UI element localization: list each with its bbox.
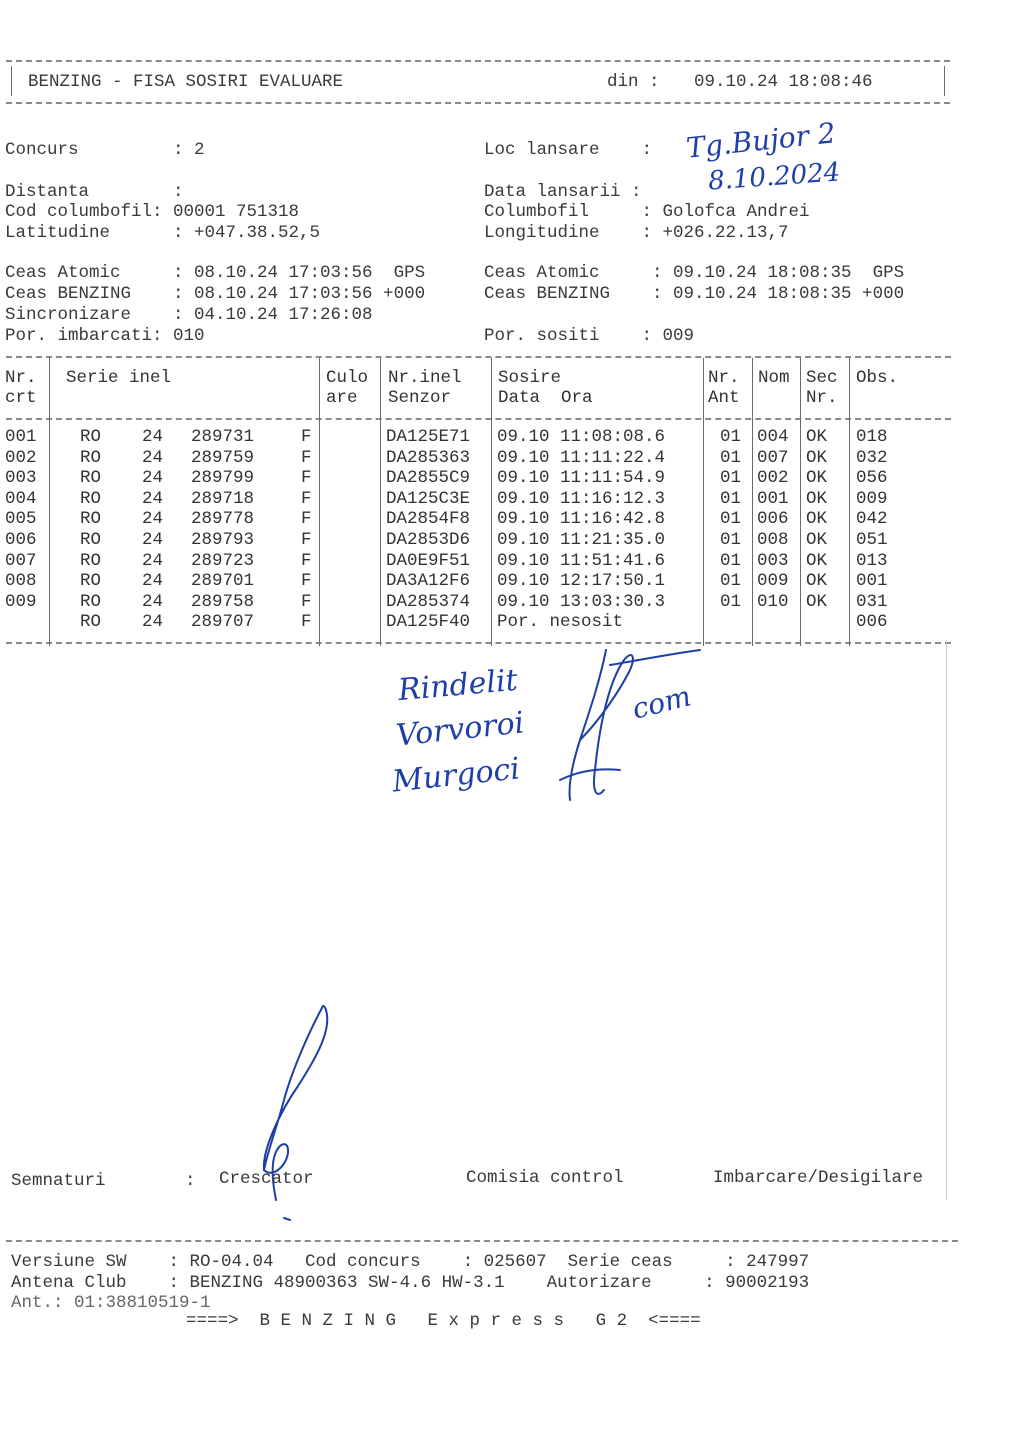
col-nom-header: Nom (758, 368, 790, 388)
cell-senzor: DA2855C9 (386, 468, 471, 489)
cell-obs: 013 (856, 550, 888, 571)
cell-senzor: DA2853D6 (386, 530, 471, 550)
concurs-line: Concurs : 2 (5, 140, 205, 160)
cell-nom: 010 (757, 591, 789, 612)
col-sosire-header-2: Data Ora (498, 388, 593, 408)
col-divider (491, 358, 492, 646)
cell-sex: F (301, 427, 312, 447)
cell-nr: 002 (5, 447, 37, 468)
cell-sex: F (301, 530, 312, 550)
col-nr-header: Nr. (5, 368, 37, 388)
cell-sex: F (301, 488, 312, 509)
report-title: BENZING - FISA SOSIRI EVALUARE (28, 72, 344, 92)
cell-inel: 289701 (191, 571, 255, 592)
cell-an: 24 (142, 612, 164, 633)
cell-an: 24 (142, 427, 164, 447)
cell-senzor: DA2854F8 (386, 509, 471, 530)
antena-line: Antena Club : BENZING 48900363 SW-4.6 HW-3.1 Autorizare : 90002193 (11, 1273, 810, 1293)
cell-inel: 289718 (191, 488, 255, 509)
col-nr-header-2: crt (5, 388, 37, 408)
cell-nom: 009 (757, 571, 789, 592)
cell-tara: RO (80, 571, 102, 592)
cell-sosire: 09.10 11:11:54.9 (497, 468, 666, 489)
latitudine-line: Latitudine : +047.38.52,5 (5, 223, 321, 243)
cell-sosire: Por. nesosit (497, 612, 624, 633)
footer-rule (6, 1240, 958, 1242)
cell-an: 24 (142, 509, 164, 530)
columbofil-line: Columbofil : Golofca Andrei (484, 202, 810, 222)
cell-ant: 01 (720, 530, 742, 550)
table-top-rule (6, 356, 951, 358)
data-lansarii-line: Data lansarii : (484, 182, 642, 202)
cell-nom: 006 (757, 509, 789, 530)
col-culoare-header: Culo (326, 368, 369, 388)
cell-obs: 056 (856, 468, 888, 489)
cell-obs: 001 (856, 571, 888, 592)
sincronizare-line: Sincronizare : 04.10.24 17:26:08 (5, 305, 373, 325)
col-divider (849, 358, 850, 646)
cell-sec: OK (806, 530, 828, 550)
col-culoare-header-2: are (326, 388, 358, 408)
cell-sex: F (301, 612, 312, 633)
benzing-express-banner: ====> B E N Z I N G E x p r e s s G 2 <==== (186, 1311, 701, 1331)
handwritten-data-lansarii: 8.10.2024 (707, 157, 842, 197)
cell-ant: 01 (720, 571, 742, 592)
cell-sosire: 09.10 11:21:35.0 (497, 530, 666, 550)
cell-ant: 01 (720, 591, 742, 612)
cell-sec: OK (806, 447, 828, 468)
cell-inel: 289723 (191, 550, 255, 571)
cell-tara: RO (80, 612, 102, 633)
cell-senzor: DA125F40 (386, 612, 471, 633)
cell-tara: RO (80, 530, 102, 550)
cell-sosire: 09.10 11:16:12.3 (497, 488, 666, 509)
cell-obs: 032 (856, 447, 888, 468)
header-left-border (11, 66, 12, 96)
cell-inel: 289793 (191, 530, 255, 550)
crescator-label: Crescator (219, 1169, 314, 1189)
cell-senzor: DA3A12F6 (386, 571, 471, 592)
cell-nom: 001 (757, 488, 789, 509)
cell-an: 24 (142, 571, 164, 592)
cell-senzor: DA125E71 (386, 427, 471, 447)
cell-sex: F (301, 468, 312, 489)
table-header-rule (6, 418, 951, 420)
report-datetime: 09.10.24 18:08:46 (694, 72, 873, 92)
cell-ant: 01 (720, 447, 742, 468)
cell-sec: OK (806, 509, 828, 530)
cell-obs: 009 (856, 488, 888, 509)
cell-tara: RO (80, 447, 102, 468)
cell-ant: 01 (720, 550, 742, 571)
cell-senzor: DA285374 (386, 591, 471, 612)
header-top-rule (6, 60, 950, 62)
cell-nom: 008 (757, 530, 789, 550)
cell-ant: 01 (720, 427, 742, 447)
cell-tara: RO (80, 550, 102, 571)
cell-sosire: 09.10 11:16:42.8 (497, 509, 666, 530)
cell-sec: OK (806, 571, 828, 592)
cell-sec: OK (806, 468, 828, 489)
cell-tara: RO (80, 427, 102, 447)
ceas-atomic-right: Ceas Atomic : 09.10.24 18:08:35 GPS (484, 263, 905, 283)
col-ant-header-2: Ant (708, 388, 740, 408)
header-bottom-rule (6, 102, 950, 104)
cell-an: 24 (142, 468, 164, 489)
cell-sec: OK (806, 427, 828, 447)
cell-nr: 001 (5, 427, 37, 447)
ant-line: Ant.: 01:38810519-1 (11, 1293, 211, 1313)
cell-an: 24 (142, 447, 164, 468)
din-label: din : (607, 72, 660, 92)
col-nrinel-header-2: Senzor (388, 388, 452, 408)
cell-nr: 006 (5, 530, 37, 550)
cell-nr: 005 (5, 509, 37, 530)
col-divider (319, 358, 320, 646)
cell-nr: 009 (5, 591, 37, 612)
col-sec-header: Sec (806, 368, 838, 388)
loc-lansare-line: Loc lansare : (484, 140, 653, 160)
cell-an: 24 (142, 488, 164, 509)
cell-sex: F (301, 571, 312, 592)
cell-nr: 004 (5, 488, 37, 509)
por-sositi-line: Por. sositi : 009 (484, 326, 695, 346)
header-right-border (944, 66, 945, 96)
col-divider (380, 358, 381, 646)
cell-nr: 003 (5, 468, 37, 489)
cod-columbofil-line: Cod columbofil: 00001 751318 (5, 202, 300, 222)
cell-nr: 008 (5, 571, 37, 592)
handwritten-com: com (628, 679, 695, 726)
cell-nom: 003 (757, 550, 789, 571)
cell-tara: RO (80, 468, 102, 489)
cell-nom: 002 (757, 468, 789, 489)
cell-sex: F (301, 447, 312, 468)
imbarcare-label: Imbarcare/Desigilare (713, 1168, 924, 1188)
col-divider (800, 358, 801, 646)
col-ant-header: Nr. (708, 368, 740, 388)
cell-ant: 01 (720, 488, 742, 509)
cell-tara: RO (80, 509, 102, 530)
col-divider (752, 358, 753, 646)
ceas-benzing-left: Ceas BENZING : 08.10.24 17:03:56 +000 (5, 284, 426, 304)
cell-inel: 289731 (191, 427, 255, 447)
versiune-line: Versiune SW : RO-04.04 Cod concurs : 025607 Serie ceas : 247997 (11, 1252, 810, 1272)
cell-nr: 007 (5, 550, 37, 571)
cell-inel: 289758 (191, 591, 255, 612)
cell-tara: RO (80, 488, 102, 509)
cell-sec: OK (806, 488, 828, 509)
cell-an: 24 (142, 550, 164, 571)
table-bottom-rule (6, 642, 951, 644)
cell-obs: 031 (856, 591, 888, 612)
cell-inel: 289707 (191, 612, 255, 633)
cell-sex: F (301, 550, 312, 571)
cell-nom: 007 (757, 447, 789, 468)
cell-sec: OK (806, 591, 828, 612)
cell-senzor: DA285363 (386, 447, 471, 468)
cell-inel: 289778 (191, 509, 255, 530)
cell-nom: 004 (757, 427, 789, 447)
col-sec-header-2: Nr. (806, 388, 838, 408)
handwritten-name-3: Murgoci (390, 751, 522, 800)
col-sosire-header: Sosire (498, 368, 562, 388)
cell-ant: 01 (720, 468, 742, 489)
handwritten-name-2: Vorvoroi (394, 705, 526, 754)
ceas-atomic-left: Ceas Atomic : 08.10.24 17:03:56 GPS (5, 263, 426, 283)
cell-sex: F (301, 509, 312, 530)
longitudine-line: Longitudine : +026.22.13,7 (484, 223, 789, 243)
semnaturi-colon: : (185, 1171, 196, 1191)
cell-senzor: DA125C3E (386, 488, 471, 509)
distanta-line: Distanta : (5, 182, 184, 202)
col-divider (49, 358, 50, 646)
cell-inel: 289799 (191, 468, 255, 489)
ceas-benzing-right: Ceas BENZING : 09.10.24 18:08:35 +000 (484, 284, 905, 304)
cell-ant: 01 (720, 509, 742, 530)
cell-an: 24 (142, 530, 164, 550)
cell-tara: RO (80, 591, 102, 612)
col-nrinel-header: Nr.inel (388, 368, 462, 388)
cell-obs: 006 (856, 612, 888, 633)
cell-sec: OK (806, 550, 828, 571)
commission-signature (540, 620, 740, 820)
cell-sosire: 09.10 13:03:30.3 (497, 591, 666, 612)
cell-inel: 289759 (191, 447, 255, 468)
handwritten-name-1: Rindelit (396, 662, 520, 709)
right-margin-line (946, 640, 947, 1200)
cell-an: 24 (142, 591, 164, 612)
col-divider (703, 358, 704, 646)
cell-sosire: 09.10 11:51:41.6 (497, 550, 666, 571)
por-imbarcati-line: Por. imbarcati: 010 (5, 326, 205, 346)
crescator-signature (240, 1000, 350, 1230)
cell-obs: 042 (856, 509, 888, 530)
cell-sosire: 09.10 12:17:50.1 (497, 571, 666, 592)
col-serie-header: Serie inel (66, 368, 172, 388)
semnaturi-label: Semnaturi (11, 1171, 106, 1191)
cell-obs: 051 (856, 530, 888, 550)
comisia-control-label: Comisia control (466, 1168, 624, 1188)
handwritten-loc-lansare: Tg.Bujor 2 (684, 116, 838, 165)
cell-senzor: DA0E9F51 (386, 550, 471, 571)
cell-sosire: 09.10 11:08:08.6 (497, 427, 666, 447)
cell-sex: F (301, 591, 312, 612)
cell-obs: 018 (856, 427, 888, 447)
col-obs-header: Obs. (856, 368, 899, 388)
cell-sosire: 09.10 11:11:22.4 (497, 447, 666, 468)
